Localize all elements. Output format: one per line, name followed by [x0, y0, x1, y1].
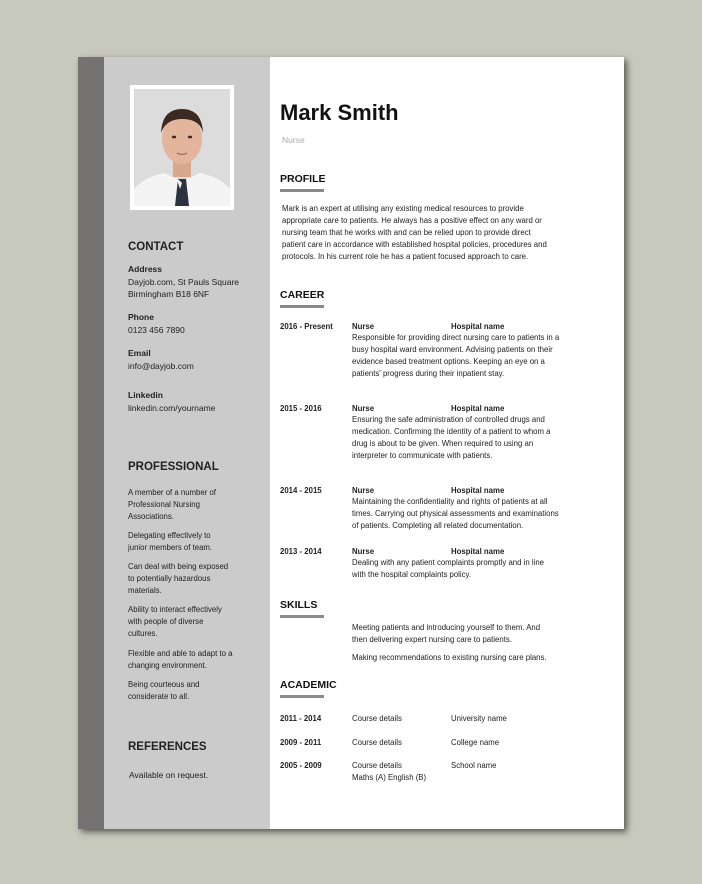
- job-dates: 2016 - Present: [280, 322, 333, 331]
- skills-underline: [280, 615, 324, 618]
- job-dates: 2015 - 2016: [280, 404, 322, 413]
- address-line-2: Birmingham B18 6NF: [128, 289, 210, 299]
- job-hospital: Hospital name: [451, 547, 505, 556]
- cv-page: [78, 57, 624, 829]
- phone-value: 0123 456 7890: [128, 325, 185, 335]
- references-heading: REFERENCES: [128, 741, 207, 753]
- sidebar: [104, 57, 270, 829]
- professional-item: A member of a number of Professional Nursing Associations.: [128, 488, 216, 521]
- job-description: Ensuring the safe administration of controlled drugs and medication. Confirming the identity of a patient to whom a drug is about to be given. When required to using an interpreter to communicate with patients.: [352, 415, 551, 460]
- profile-heading: PROFILE: [280, 173, 326, 185]
- academic-course: Course details: [352, 714, 402, 723]
- linkedin-label: Linkedin: [128, 390, 163, 400]
- career-underline: [280, 305, 324, 308]
- academic-school: School name: [451, 761, 497, 770]
- academic-school: College name: [451, 738, 500, 747]
- professional-heading: PROFESSIONAL: [128, 461, 219, 473]
- academic-dates: 2011 - 2014: [280, 714, 322, 723]
- profile-photo-frame: [130, 85, 234, 210]
- job-description: Dealing with any patient complaints promptly and in line with the hospital complaints policy.: [352, 558, 544, 579]
- job-hospital: Hospital name: [451, 404, 505, 413]
- academic-underline: [280, 695, 324, 698]
- academic-grades: Maths (A) English (B): [352, 773, 427, 782]
- job-hospital: Hospital name: [451, 486, 505, 495]
- academic-school: University name: [451, 714, 507, 723]
- job-title: Nurse: [352, 322, 375, 331]
- academic-course: Course details: [352, 761, 402, 770]
- professional-item: Can deal with being exposed to potentially hazardous materials.: [128, 562, 229, 595]
- career-heading: CAREER: [280, 289, 325, 301]
- job-dates: 2013 - 2014: [280, 547, 322, 556]
- address-line-1: Dayjob.com, St Pauls Square: [128, 277, 240, 287]
- contact-heading: CONTACT: [128, 241, 184, 253]
- phone-label: Phone: [128, 312, 154, 322]
- skills-text-1: Meeting patients and introducing yourself to them. And then delivering expert nursing care to patients.: [352, 623, 541, 644]
- profile-text: Mark is an expert at utilising any existing medical resources to provide appropriate care to patients. He always has a positive effect on any ward or nursing team that he works with and can be relied upon to provide direct patient care in accordance with established hospital policies, procedures and protocols. In his current role he has a patient focused approach to care.: [282, 204, 547, 261]
- references-text: Available on request.: [129, 770, 209, 780]
- academic-course: Course details: [352, 738, 402, 747]
- professional-item: Flexible and able to adapt to a changing environment.: [128, 649, 233, 670]
- skills-text-2: Making recommendations to existing nursing care plans.: [352, 653, 547, 662]
- professional-item: Ability to interact effectively with people of diverse cultures.: [128, 605, 222, 638]
- professional-item: Delegating effectively to junior members of team.: [128, 531, 213, 552]
- job-title: Nurse: [352, 547, 375, 556]
- linkedin-value: linkedin.com/yourname: [128, 403, 216, 413]
- academic-heading: ACADEMIC: [280, 679, 337, 691]
- candidate-role: Nurse: [282, 135, 305, 145]
- job-title: Nurse: [352, 486, 375, 495]
- academic-dates: 2005 - 2009: [280, 761, 322, 770]
- side-accent-strip: [78, 57, 104, 829]
- professional-item: Being courteous and considerate to all.: [128, 680, 200, 701]
- job-description: Responsible for providing direct nursing care to patients in a busy hospital ward environment. Advising patients on their evidence based treatment options. Keeping an eye on a patients' progress during their inpatient stay.: [352, 333, 560, 378]
- main-column: [280, 57, 624, 829]
- job-dates: 2014 - 2015: [280, 486, 322, 495]
- skills-heading: SKILLS: [280, 599, 318, 611]
- candidate-name: Mark Smith: [280, 100, 399, 125]
- email-value: info@dayjob.com: [128, 361, 194, 371]
- profile-underline: [280, 189, 324, 192]
- job-hospital: Hospital name: [451, 322, 505, 331]
- academic-dates: 2009 - 2011: [280, 738, 322, 747]
- job-title: Nurse: [352, 404, 375, 413]
- job-description: Maintaining the confidentiality and rights of patients at all times. Carrying out physical assessments and examinations of patients. Completing all related documentation.: [352, 497, 559, 530]
- email-label: Email: [128, 348, 151, 358]
- profile-photo: [134, 89, 230, 206]
- address-label: Address: [128, 264, 163, 274]
